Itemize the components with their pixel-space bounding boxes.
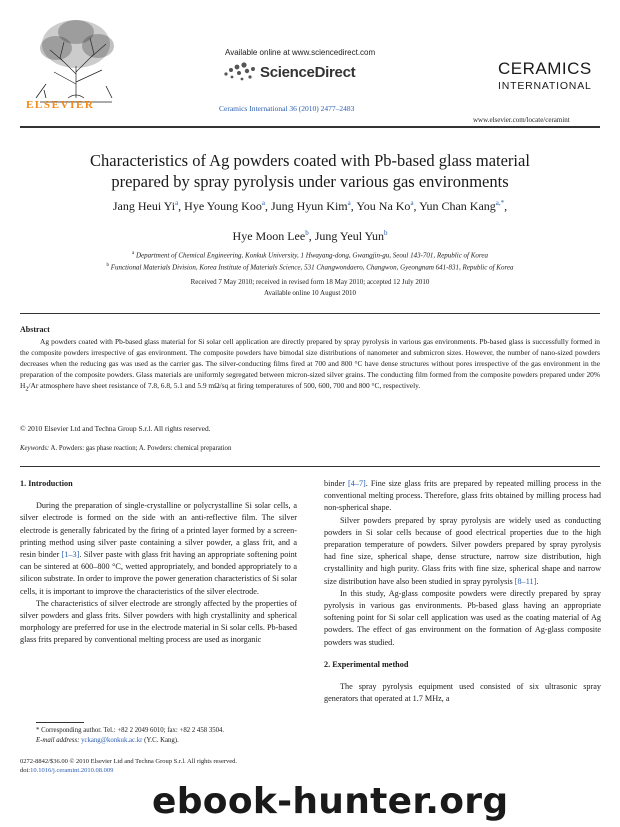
paragraph: The characteristics of silver electrode are strongly affected by the properties of silver powders and glass frits. Silver powders with high crystallinity and spherical morphology are preferred for use in the electrode material in Si solar cells. Pb-based glass frits prepared by conventional melting process are used as inorganic [20, 598, 297, 645]
section-heading-experimental: 2. Experimental method [324, 659, 409, 669]
section-heading-introduction: 1. Introduction [20, 479, 73, 488]
header-divider [20, 126, 600, 128]
author-name: You Na Ko [356, 199, 411, 213]
paragraph: binder [4–7]. Fine size glass frits are prepared by repeated milling process in the conventional melting process. Therefore, glass frits obtained by milling process had non-spherical shape. [324, 479, 601, 513]
author-name: Hye Young Koo [184, 199, 262, 213]
author-affiliation-mark[interactable]: a [175, 199, 179, 207]
paragraph: The spray pyrolysis equipment used consisted of six ultrasonic spray generators that operated at 1.7 MHz, a [324, 682, 601, 704]
abstract-bottom-divider [20, 466, 600, 467]
author-name: Jung Hyun Kim [270, 199, 348, 213]
paragraph: In this study, Ag-glass composite powders were directly prepared by spray pyrolysis in various gas environments. Pb-based glass having an appropriate softening point for Si solar cell application was used as the coating material of Ag powders. The effect of gas environment on the formation of Ag-glass composite powders was studied. [324, 588, 601, 647]
available-date: Available online 10 August 2010 [263, 289, 357, 297]
journal-name: CERAMICS [498, 59, 592, 78]
issn-doi-block [20, 757, 237, 775]
author-affiliation-mark[interactable]: a [261, 199, 265, 207]
right-column [324, 478, 601, 705]
publisher-name: ELSEVIER [26, 99, 95, 111]
author-name: Jang Heui Yi [112, 199, 176, 213]
author-separator: , [178, 199, 185, 213]
article-title: Characteristics of Ag powders coated with Pb-based glass material prepared by spray pyrolysis under various gas environments [90, 151, 530, 191]
doi-line: doi:10.1016/j.ceramint.2010.08.009 [20, 767, 114, 774]
author-list-line1 [20, 199, 600, 214]
author-affiliation-mark[interactable]: b [383, 229, 388, 237]
author-name: Hye Moon Lee [232, 229, 306, 243]
author-affiliation-mark[interactable]: a [410, 199, 414, 207]
author-separator: , [350, 199, 357, 213]
elsevier-tree-logo [20, 14, 132, 110]
abstract-heading: Abstract [20, 325, 50, 334]
doi-link[interactable]: 10.1016/j.ceramint.2010.08.009 [30, 767, 114, 774]
affiliation-b: $^b$ Functional Materials Division, Korea Institute of Materials Science, 531 Changwondaero, Changwon, Gyeongnam 641-831, Republic of Korea [106, 263, 514, 272]
watermark: ebook-hunter.org [152, 781, 509, 822]
abstract-copyright: © 2010 Elsevier Ltd and Techna Group S.r.l. All rights reserved. [20, 424, 211, 433]
citation-link[interactable]: [8–11] [514, 576, 537, 586]
journal-reference-link[interactable]: Ceramics International 36 (2010) 2477–2483 [219, 104, 355, 113]
author-affiliation-mark[interactable]: b [305, 229, 309, 237]
journal-url-link[interactable]: www.elsevier.com/locate/ceramint [473, 116, 570, 124]
footnote-email: E-mail address: yckang@konkuk.ac.kr (Y.C. Kang). [36, 737, 179, 744]
journal-name-sub: INTERNATIONAL [498, 80, 592, 92]
author-separator: , [264, 199, 271, 213]
footnote-corresponding-author: * Corresponding author. Tel.: +82 2 2049 6010; fax: +82 2 458 3504. [36, 727, 225, 734]
issn-line: 0272-8842/$36.00 © 2010 Elsevier Ltd and Techna Group S.r.l. All rights reserved. [20, 758, 238, 765]
abstract-top-divider [20, 313, 600, 314]
author-list-line2 [20, 229, 600, 244]
author-separator: , [504, 199, 508, 213]
author-affiliation-mark[interactable]: a [347, 199, 351, 207]
author-affiliation-mark[interactable]: a,* [495, 199, 505, 207]
email-link[interactable]: yckang@konkuk.ac.kr [81, 737, 143, 744]
author-name: Jung Yeul Yun [314, 229, 384, 243]
citation-link[interactable]: [4–7] [348, 479, 366, 488]
abstract-text: Ag powders coated with Pb-based glass material for Si solar cell application are directly prepared by spray pyrolysis in various gas environments. Pb-based glass is successfully formed in the composite powders irrespective of gas environment. The composite powders have bimodal size distributions of nanometer and submicron sizes. However, the number of nano-sized powders decreases when the reducing gas was used as the carrier gas. The silver-conducting films fired at 700 and 800 °C have dense structures without pores irrespective of the gas environment in the preparation of the composite powders. Glass materials are uniformly segregated between micron-sized silver grains. The conducting film formed from the composite powders prepared under 20% $H_2/Ar$ atmosphere have sheet resistance of 7.8, 6.8, 5.1 and 5.9 mΩ/sq at firing temperatures of 500, 600, 700 and 800 °C, respectively. [20, 337, 600, 393]
left-column [20, 478, 297, 647]
sciencedirect-logo: ScienceDirect [260, 64, 356, 81]
received-dates: Received 7 May 2010; received in revised form 18 May 2010; accepted 12 July 2010 [190, 278, 430, 286]
affiliation-a: $^a$ Department of Chemical Engineering, Konkuk University, 1 Hwayang-dong, Gwangjin-gu, Seoul 143-701, Republic of Korea [131, 251, 488, 260]
footnote-divider [36, 722, 84, 723]
author-name: Yun Chan Kang [419, 199, 496, 213]
paragraph: Silver powders prepared by spray pyrolysis are widely used as conducting powders in Si solar cells because of good electrical properties due to the high preparation temperature of powders. Silver powders prepared by spray pyrolysis had fine size, spherical shape, dense structure, narrow size distribution, high crystallinity and high purity. Glass frits with fine size, spherical shape and narrow size distribution have also been studied in spray pyrolysis [8–11]. [324, 515, 601, 586]
sciencedirect-dots-icon [222, 60, 258, 84]
author-separator: , [308, 229, 315, 243]
author-separator: , [413, 199, 420, 213]
paragraph: During the preparation of single-crystalline or polycrystalline Si solar cells, a silver electrode is formed on the side with an anti-reflective film. The silver electrode is generally fabricated by the firing of a printed layer formed by a screen-printing method using silver paste containing a silver powder, a glass frit, and a resin binder [1–3]. Silver paste with glass frit having an appropriate softening point can be sintered at 600–800 °C, wetted appropriately, and bonded appropriately to a silicon substrate. In order to improve the power generation characteristics of Si solar cells, it is important to improve the characteristics of the silver electrode. [20, 501, 297, 596]
available-online-text: Available online at www.sciencedirect.com [225, 48, 376, 57]
citation-link[interactable]: [1–3] [61, 550, 80, 560]
keywords: Keywords: A. Powders: gas phase reaction; A. Powders: chemical preparation [20, 445, 232, 452]
